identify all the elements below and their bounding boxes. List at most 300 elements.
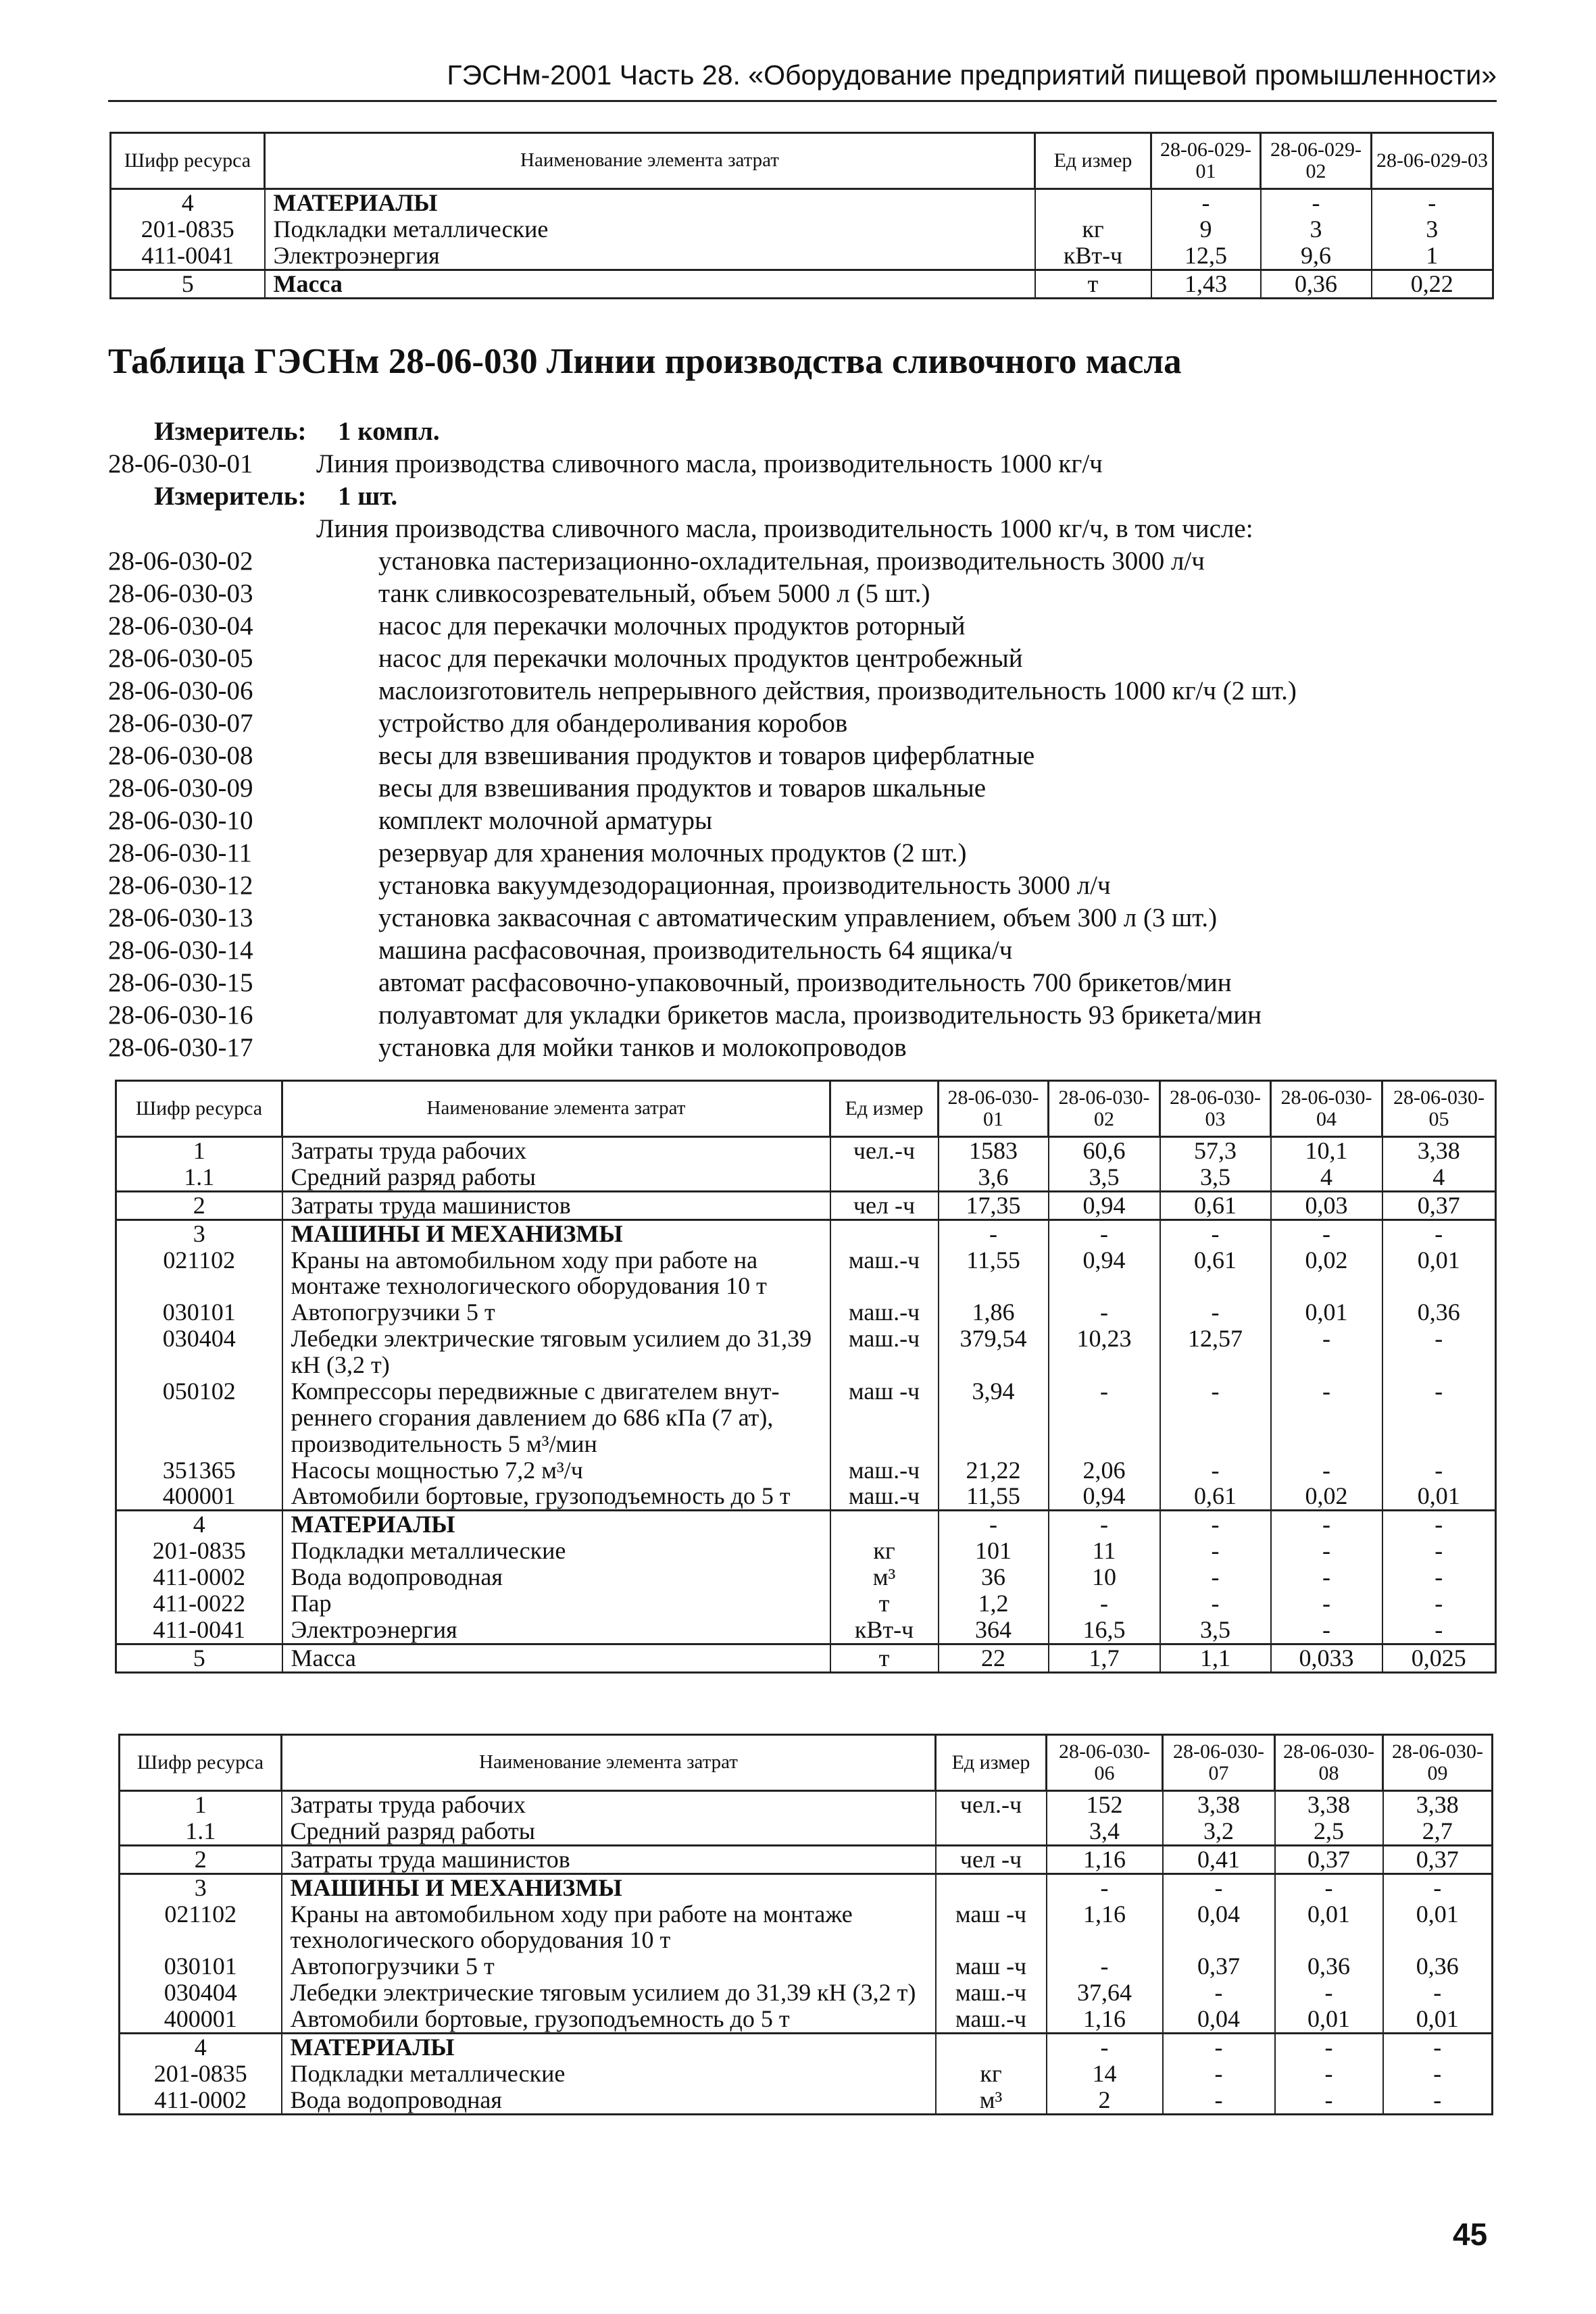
value-cell: -	[1049, 1511, 1160, 1538]
cost-element-cell: МАТЕРИАЛЫ	[265, 189, 1035, 216]
value-cell: 3,38	[1275, 1791, 1383, 1818]
value-cell: 3,2	[1163, 1818, 1275, 1845]
value-cell: -	[1160, 1219, 1271, 1247]
value-cell: 12,57	[1160, 1326, 1271, 1378]
col-header-norm: 28-06-030-09	[1383, 1735, 1493, 1791]
value-cell: -	[1049, 1378, 1160, 1457]
item-code: 28-06-030-10	[108, 806, 253, 835]
item-code: 28-06-030-14	[108, 936, 253, 965]
unit-cell	[936, 1873, 1047, 1901]
resource-code-cell: 021102	[116, 1247, 282, 1300]
table-row	[116, 1617, 1496, 1644]
unit-cell: чел -ч	[936, 1845, 1047, 1873]
value-cell: -	[1383, 1873, 1493, 1901]
value-cell: -	[1049, 1299, 1160, 1326]
value-cell: 0,94	[1049, 1191, 1160, 1219]
cost-element-cell: Средний разряд работы	[282, 1164, 830, 1191]
value-cell: 0,033	[1271, 1644, 1382, 1672]
table-row	[120, 1818, 1493, 1845]
value-cell: 0,37	[1383, 1845, 1493, 1873]
resource-code-cell: 1.1	[116, 1164, 282, 1191]
value-cell: 0,04	[1163, 2006, 1275, 2033]
table-row	[116, 1538, 1496, 1564]
table-row	[120, 1791, 1493, 1818]
value-cell: 0,36	[1382, 1299, 1496, 1326]
item-code: 28-06-030-16	[108, 1001, 253, 1030]
cost-element-cell: МАШИНЫ И МЕХАНИЗМЫ	[282, 1219, 830, 1247]
cost-element-cell: Вода водопроводная	[282, 1564, 830, 1590]
value-cell: 16,5	[1049, 1617, 1160, 1644]
table-row	[116, 1483, 1496, 1510]
cost-element-cell: Краны на автомобильном ходу при работе на монтаже технологического оборудования 10 т	[282, 1247, 830, 1300]
value-cell: -	[1163, 1873, 1275, 1901]
col-header-norm: 28-06-029-02	[1261, 133, 1372, 189]
value-cell: 14	[1047, 2061, 1163, 2087]
value-cell: -	[1047, 1873, 1163, 1901]
resource-code-cell: 201-0835	[116, 1538, 282, 1564]
table-row	[120, 2061, 1493, 2087]
value-cell: -	[1382, 1219, 1496, 1247]
table-row	[116, 1137, 1496, 1164]
unit-cell: маш.-ч	[830, 1299, 939, 1326]
unit-cell: маш -ч	[936, 1953, 1047, 1980]
table-row	[116, 1326, 1496, 1378]
cost-element-cell: Автомобили бортовые, грузоподъемность до 5 т	[282, 1483, 830, 1510]
value-cell: 1,1	[1160, 1644, 1271, 1672]
cost-element-cell: Пар	[282, 1590, 830, 1617]
value-cell: 3,4	[1047, 1818, 1163, 1845]
cost-element-cell: МАТЕРИАЛЫ	[282, 2033, 936, 2060]
value-cell: -	[1383, 2061, 1493, 2087]
measure-value: 1 шт.	[338, 482, 398, 511]
value-cell: 0,01	[1382, 1247, 1496, 1300]
item-code: 28-06-030-09	[108, 774, 253, 803]
resource-code-cell: 3	[116, 1219, 282, 1247]
value-cell: -	[1271, 1538, 1382, 1564]
resource-table-030-part2	[118, 1734, 1493, 2115]
value-cell: 0,04	[1163, 1901, 1275, 1954]
measure-line	[108, 578, 1527, 610]
resource-table-029	[109, 132, 1494, 299]
cost-element-cell: Лебедки электрические тяговым усилием до 31,39 кН (3,2 т)	[282, 1326, 830, 1378]
resource-code-cell: 1	[120, 1791, 282, 1818]
unit-cell	[830, 1164, 939, 1191]
table-row	[116, 1164, 1496, 1191]
col-header-norm: 28-06-030-05	[1382, 1081, 1496, 1137]
unit-cell: маш -ч	[830, 1378, 939, 1457]
resource-code-cell: 351365	[116, 1457, 282, 1484]
value-cell: 1,16	[1047, 1901, 1163, 1954]
cost-element-cell: Затраты труда рабочих	[282, 1791, 936, 1818]
resource-code-cell: 2	[120, 1845, 282, 1873]
value-cell: -	[1163, 2087, 1275, 2114]
item-description: насос для перекачки молочных продуктов роторный	[378, 611, 966, 640]
unit-cell: чел.-ч	[936, 1791, 1047, 1818]
value-cell: 0,03	[1271, 1191, 1382, 1219]
unit-cell: т	[830, 1590, 939, 1617]
table-row	[116, 1378, 1496, 1457]
value-cell: -	[1382, 1378, 1496, 1457]
value-cell: 21,22	[939, 1457, 1049, 1484]
item-description: Линия производства сливочного масла, производительность 1000 кг/ч	[316, 449, 1103, 478]
unit-cell: маш.-ч	[936, 1980, 1047, 2006]
value-cell: 0,61	[1160, 1483, 1271, 1510]
measure-line	[108, 999, 1527, 1032]
item-description: установка пастеризационно-охладительная, производительность 3000 л/ч	[378, 547, 1205, 576]
value-cell: -	[1383, 2033, 1493, 2060]
item-description: полуавтомат для укладки брикетов масла, производительность 93 брикета/мин	[378, 1001, 1262, 1030]
value-cell: 152	[1047, 1791, 1163, 1818]
value-cell: 11,55	[939, 1247, 1049, 1300]
col-header-code: Шифр ресурса	[116, 1081, 282, 1137]
resource-code-cell: 030404	[120, 1980, 282, 2006]
value-cell: 3,5	[1160, 1617, 1271, 1644]
col-header-norm: 28-06-030-02	[1049, 1081, 1160, 1137]
value-cell: 2,7	[1383, 1818, 1493, 1845]
cost-element-cell: Масса	[282, 1644, 830, 1672]
value-cell: 0,02	[1271, 1247, 1382, 1300]
unit-cell	[936, 1818, 1047, 1845]
table-row	[120, 1845, 1493, 1873]
value-cell: 10	[1049, 1564, 1160, 1590]
measure-line	[108, 740, 1527, 772]
unit-cell: кг	[830, 1538, 939, 1564]
item-description: Линия производства сливочного масла, производительность 1000 кг/ч, в том числе:	[316, 514, 1253, 543]
cost-element-cell: Автопогрузчики 5 т	[282, 1299, 830, 1326]
value-cell: -	[1271, 1378, 1382, 1457]
col-header-norm: 28-06-030-08	[1275, 1735, 1383, 1791]
resource-code-cell: 411-0002	[120, 2087, 282, 2114]
value-cell: 101	[939, 1538, 1049, 1564]
value-cell: -	[1271, 1326, 1382, 1378]
value-cell: -	[1160, 1538, 1271, 1564]
value-cell: 0,01	[1383, 2006, 1493, 2033]
value-cell: -	[1275, 2087, 1383, 2114]
value-cell: -	[1160, 1590, 1271, 1617]
value-cell: -	[1160, 1511, 1271, 1538]
col-header-norm: 28-06-030-01	[939, 1081, 1049, 1137]
value-cell: 3,38	[1163, 1791, 1275, 1818]
value-cell: 3	[1372, 216, 1493, 243]
item-code: 28-06-030-04	[108, 611, 253, 640]
value-cell: -	[1382, 1326, 1496, 1378]
value-cell: -	[1160, 1299, 1271, 1326]
table-row	[116, 1247, 1496, 1300]
value-cell: -	[1372, 189, 1493, 216]
unit-cell: м³	[830, 1564, 939, 1590]
unit-cell	[936, 2033, 1047, 2060]
col-header-norm: 28-06-029-03	[1372, 133, 1493, 189]
value-cell: -	[1163, 2033, 1275, 2060]
measure-line	[108, 902, 1527, 934]
value-cell: 17,35	[939, 1191, 1049, 1219]
resource-code-cell: 030101	[120, 1953, 282, 1980]
cost-element-cell: МАТЕРИАЛЫ	[282, 1511, 830, 1538]
table-row	[116, 1299, 1496, 1326]
table-header-row	[116, 1081, 1496, 1137]
col-header-name: Наименование элемента затрат	[282, 1081, 830, 1137]
value-cell: 0,02	[1271, 1483, 1382, 1510]
value-cell: 0,94	[1049, 1247, 1160, 1300]
item-code: 28-06-030-02	[108, 547, 253, 576]
value-cell: 0,41	[1163, 1845, 1275, 1873]
col-header-name: Наименование элемента затрат	[265, 133, 1035, 189]
measure-line	[108, 870, 1527, 902]
measure-line	[108, 675, 1527, 707]
value-cell: 11,55	[939, 1483, 1049, 1510]
value-cell: 9,6	[1261, 243, 1372, 270]
value-cell: -	[1382, 1617, 1496, 1644]
item-description: танк сливкосозревательный, объем 5000 л (5 шт.)	[378, 579, 930, 608]
value-cell: -	[939, 1219, 1049, 1247]
item-code: 28-06-030-11	[108, 838, 253, 867]
value-cell: 1583	[939, 1137, 1049, 1164]
measure-line	[108, 480, 1527, 513]
col-header-norm: 28-06-030-07	[1163, 1735, 1275, 1791]
value-cell: 0,61	[1160, 1191, 1271, 1219]
value-cell: -	[1049, 1590, 1160, 1617]
resource-code-cell: 201-0835	[120, 2061, 282, 2087]
col-header-unit: Ед измер	[1035, 133, 1151, 189]
item-code: 28-06-030-06	[108, 676, 253, 705]
resource-code-cell: 400001	[116, 1483, 282, 1510]
value-cell: 0,01	[1383, 1901, 1493, 1954]
value-cell: 0,36	[1383, 1953, 1493, 1980]
value-cell: 12,5	[1151, 243, 1261, 270]
unit-cell: маш.-ч	[830, 1483, 939, 1510]
item-description: насос для перекачки молочных продуктов центробежный	[378, 644, 1023, 673]
cost-element-cell: Подкладки металлические	[265, 216, 1035, 243]
cost-element-cell: Масса	[265, 270, 1035, 298]
value-cell: 3,5	[1160, 1164, 1271, 1191]
value-cell: -	[1160, 1457, 1271, 1484]
cost-element-cell: Затраты труда машинистов	[282, 1845, 936, 1873]
value-cell: 2	[1047, 2087, 1163, 2114]
cost-element-cell: Средний разряд работы	[282, 1818, 936, 1845]
value-cell: 3	[1261, 216, 1372, 243]
resource-code-cell: 4	[111, 189, 265, 216]
resource-code-cell: 201-0835	[111, 216, 265, 243]
value-cell: 1,7	[1049, 1644, 1160, 1672]
table-title: Таблица ГЭСНм 28-06-030 Линии производства сливочного масла	[108, 342, 1182, 381]
measure-line	[108, 545, 1527, 578]
cost-element-cell: Подкладки металлические	[282, 1538, 830, 1564]
measure-line	[108, 805, 1527, 837]
item-description: резервуар для хранения молочных продуктов (2 шт.)	[378, 838, 967, 867]
value-cell: 3,94	[939, 1378, 1049, 1457]
cost-element-cell: Затраты труда рабочих	[282, 1137, 830, 1164]
value-cell: 3,38	[1383, 1791, 1493, 1818]
value-cell: 0,37	[1382, 1191, 1496, 1219]
unit-cell: маш.-ч	[830, 1457, 939, 1484]
unit-cell: кг	[936, 2061, 1047, 2087]
resource-table-030-part1	[115, 1080, 1497, 1674]
value-cell: 3,38	[1382, 1137, 1496, 1164]
value-cell: 0,94	[1049, 1483, 1160, 1510]
unit-cell: чел -ч	[830, 1191, 939, 1219]
measure-line	[108, 416, 1527, 448]
item-code: 28-06-030-05	[108, 644, 253, 673]
col-header-norm: 28-06-029-01	[1151, 133, 1261, 189]
table-row	[116, 1191, 1496, 1219]
table-row	[111, 216, 1493, 243]
item-code: 28-06-030-01	[108, 449, 253, 478]
value-cell: 1,43	[1151, 270, 1261, 298]
measure-line	[108, 643, 1527, 675]
value-cell: -	[1271, 1617, 1382, 1644]
resource-code-cell: 5	[116, 1644, 282, 1672]
resource-code-cell: 400001	[120, 2006, 282, 2033]
measure-line	[108, 448, 1527, 480]
measure-line	[108, 837, 1527, 870]
value-cell: 4	[1382, 1164, 1496, 1191]
value-cell: -	[1160, 1564, 1271, 1590]
resource-code-cell: 030404	[116, 1326, 282, 1378]
value-cell: 0,22	[1372, 270, 1493, 298]
value-cell: -	[1275, 2033, 1383, 2060]
table-header-row	[111, 133, 1493, 189]
value-cell: 0,37	[1163, 1953, 1275, 1980]
col-header-unit: Ед измер	[936, 1735, 1047, 1791]
cost-element-cell: Краны на автомобильном ходу при работе на монтаже технологического оборудования 10 т	[282, 1901, 936, 1954]
value-cell: 3,5	[1049, 1164, 1160, 1191]
value-cell: 0,01	[1382, 1483, 1496, 1510]
item-code: 28-06-030-17	[108, 1033, 253, 1062]
value-cell: 1,2	[939, 1590, 1049, 1617]
value-cell: -	[1382, 1511, 1496, 1538]
unit-cell	[830, 1511, 939, 1538]
resource-code-cell: 411-0041	[116, 1617, 282, 1644]
value-cell: 0,36	[1275, 1953, 1383, 1980]
table-row	[120, 2033, 1493, 2060]
value-cell: -	[1382, 1538, 1496, 1564]
cost-element-cell: Подкладки металлические	[282, 2061, 936, 2087]
value-cell: 22	[939, 1644, 1049, 1672]
value-cell: 4	[1271, 1164, 1382, 1191]
unit-cell: т	[830, 1644, 939, 1672]
table-row	[116, 1457, 1496, 1484]
cost-element-cell: Насосы мощностью 7,2 м³/ч	[282, 1457, 830, 1484]
item-description: машина расфасовочная, производительность 64 ящика/ч	[378, 936, 1013, 965]
item-description: автомат расфасовочно-упаковочный, производительность 700 брикетов/мин	[378, 968, 1232, 997]
measure-label: Измеритель:	[154, 482, 307, 511]
value-cell: -	[1271, 1590, 1382, 1617]
table-row	[116, 1219, 1496, 1247]
table-row	[120, 1873, 1493, 1901]
value-cell: -	[1271, 1457, 1382, 1484]
unit-cell: маш.-ч	[936, 2006, 1047, 2033]
value-cell: 9	[1151, 216, 1261, 243]
table-row	[111, 270, 1493, 298]
resource-code-cell: 030101	[116, 1299, 282, 1326]
unit-cell: маш.-ч	[830, 1247, 939, 1300]
value-cell: -	[1382, 1564, 1496, 1590]
item-description: комплект молочной арматуры	[378, 806, 713, 835]
unit-cell	[830, 1219, 939, 1247]
item-description: маслоизготовитель непрерывного действия, производительность 1000 кг/ч (2 шт.)	[378, 676, 1297, 705]
col-header-unit: Ед измер	[830, 1081, 939, 1137]
measure-line	[108, 707, 1527, 740]
value-cell: 10,1	[1271, 1137, 1382, 1164]
value-cell: 1,86	[939, 1299, 1049, 1326]
unit-cell: маш.-ч	[830, 1326, 939, 1378]
value-cell: 37,64	[1047, 1980, 1163, 2006]
unit-cell: кВт-ч	[1035, 243, 1151, 270]
value-cell: -	[1151, 189, 1261, 216]
cost-element-cell: Компрессоры передвижные с двигателем внут-реннего сгорания давлением до 686 кПа (7 ат), производительность 5 м³/мин	[282, 1378, 830, 1457]
table-row	[120, 2006, 1493, 2033]
value-cell: -	[1160, 1378, 1271, 1457]
resource-code-cell: 411-0022	[116, 1590, 282, 1617]
resource-code-cell: 2	[116, 1191, 282, 1219]
item-code: 28-06-030-12	[108, 871, 253, 900]
unit-cell: кг	[1035, 216, 1151, 243]
value-cell: 0,01	[1275, 2006, 1383, 2033]
item-description: весы для взвешивания продуктов и товаров шкальные	[378, 774, 986, 803]
value-cell: -	[1163, 1980, 1275, 2006]
cost-element-cell: МАШИНЫ И МЕХАНИЗМЫ	[282, 1873, 936, 1901]
resource-code-cell: 1	[116, 1137, 282, 1164]
value-cell: 0,61	[1160, 1247, 1271, 1300]
unit-cell: кВт-ч	[830, 1617, 939, 1644]
table-row	[116, 1511, 1496, 1538]
value-cell: 0,36	[1261, 270, 1372, 298]
value-cell: 60,6	[1049, 1137, 1160, 1164]
unit-cell	[1035, 189, 1151, 216]
value-cell: 0,025	[1382, 1644, 1496, 1672]
table-row	[116, 1564, 1496, 1590]
value-cell: -	[1275, 1980, 1383, 2006]
resource-code-cell: 1.1	[120, 1818, 282, 1845]
table-row	[120, 1953, 1493, 1980]
cost-element-cell: Автомобили бортовые, грузоподъемность до 5 т	[282, 2006, 936, 2033]
table-row	[120, 1980, 1493, 2006]
value-cell: -	[1261, 189, 1372, 216]
value-cell: 0,01	[1275, 1901, 1383, 1954]
item-code: 28-06-030-13	[108, 903, 253, 932]
value-cell: 1,16	[1047, 2006, 1163, 2033]
item-description: установка вакуумдезодорационная, производительность 3000 л/ч	[378, 871, 1111, 900]
resource-code-cell: 411-0002	[116, 1564, 282, 1590]
col-header-code: Шифр ресурса	[120, 1735, 282, 1791]
item-description: устройство для обандероливания коробов	[378, 709, 848, 738]
value-cell: -	[1271, 1511, 1382, 1538]
value-cell: 379,54	[939, 1326, 1049, 1378]
measure-list	[108, 416, 1527, 1064]
value-cell: 57,3	[1160, 1137, 1271, 1164]
value-cell: -	[1275, 1873, 1383, 1901]
value-cell: 11	[1049, 1538, 1160, 1564]
col-header-name: Наименование элемента затрат	[282, 1735, 936, 1791]
table-row	[111, 189, 1493, 216]
item-code: 28-06-030-03	[108, 579, 253, 608]
value-cell: 1	[1372, 243, 1493, 270]
value-cell: -	[1047, 1953, 1163, 1980]
resource-code-cell: 4	[120, 2033, 282, 2060]
running-header: ГЭСНм-2001 Часть 28. «Оборудование предприятий пищевой промышленности»	[447, 59, 1497, 91]
value-cell: -	[1163, 2061, 1275, 2087]
cost-element-cell: Лебедки электрические тяговым усилием до 31,39 кН (3,2 т)	[282, 1980, 936, 2006]
item-code: 28-06-030-08	[108, 741, 253, 770]
unit-cell: маш -ч	[936, 1901, 1047, 1954]
cost-element-cell: Электроэнергия	[265, 243, 1035, 270]
resource-code-cell: 3	[120, 1873, 282, 1901]
table-row	[111, 243, 1493, 270]
table-row	[120, 1901, 1493, 1954]
item-description: весы для взвешивания продуктов и товаров циферблатные	[378, 741, 1035, 770]
measure-line	[108, 513, 1527, 545]
value-cell: 36	[939, 1564, 1049, 1590]
